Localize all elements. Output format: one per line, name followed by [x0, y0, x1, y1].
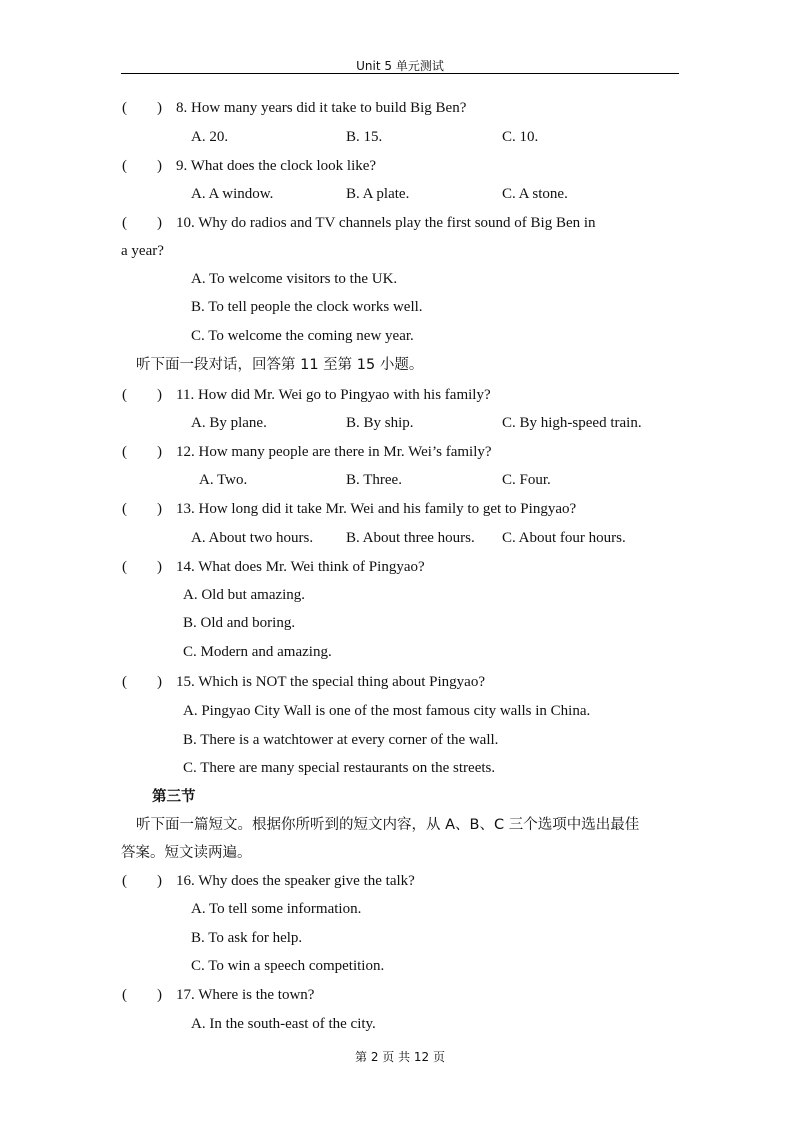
header-rule [121, 73, 679, 74]
section-3-instruction-line1: 听下面一篇短文。根据你所听到的短文内容，从 A、B、C 三个选项中选出最佳 [136, 817, 640, 833]
question-10-stem: 10. Why do radios and TV channels play the first sound of Big Ben in [176, 215, 596, 231]
option-b[interactable]: B. To ask for help. [191, 930, 303, 946]
question-14-stem: 14. What does Mr. Wei think of Pingyao? [176, 559, 425, 575]
option-a[interactable]: A. Pingyao City Wall is one of the most famous city walls in China. [183, 703, 591, 719]
answer-blank[interactable]: ( ) [122, 444, 162, 460]
option-b[interactable]: B. About three hours. [346, 530, 475, 546]
option-a[interactable]: A. To tell some information. [191, 901, 362, 917]
page-footer: 第 2 页 共 12 页 [355, 1050, 445, 1064]
option-a[interactable]: A. Old but amazing. [183, 587, 306, 603]
option-b[interactable]: B. There is a watchtower at every corner of the wall. [183, 732, 499, 748]
question-17-stem: 17. Where is the town? [176, 987, 315, 1003]
part-2-instruction: 听下面一段对话，回答第 11 至第 15 小题。 [136, 357, 424, 373]
question-15-stem: 15. Which is NOT the special thing about Pingyao? [176, 674, 485, 690]
answer-blank[interactable]: ( ) [122, 559, 162, 575]
option-a[interactable]: A. In the south-east of the city. [191, 1016, 376, 1032]
answer-blank[interactable]: ( ) [122, 158, 162, 174]
question-12-stem: 12. How many people are there in Mr. Wei’s family? [176, 444, 492, 460]
option-b[interactable]: B. To tell people the clock works well. [191, 299, 423, 315]
option-c[interactable]: C. To win a speech competition. [191, 958, 385, 974]
option-a[interactable]: A. About two hours. [191, 530, 314, 546]
option-b[interactable]: B. 15. [346, 129, 383, 145]
answer-blank[interactable]: ( ) [122, 873, 162, 889]
option-a[interactable]: A. A window. [191, 186, 274, 202]
question-10-stem-cont: a year? [121, 243, 164, 259]
option-c[interactable]: C. Modern and amazing. [183, 644, 332, 660]
option-c[interactable]: C. There are many special restaurants on the streets. [183, 760, 496, 776]
question-8-stem: 8. How many years did it take to build Big Ben? [176, 100, 467, 116]
option-b[interactable]: B. A plate. [346, 186, 410, 202]
option-c[interactable]: C. To welcome the coming new year. [191, 328, 414, 344]
answer-blank[interactable]: ( ) [122, 100, 162, 116]
answer-blank[interactable]: ( ) [122, 501, 162, 517]
answer-blank[interactable]: ( ) [122, 987, 162, 1003]
option-a[interactable]: A. To welcome visitors to the UK. [191, 271, 398, 287]
question-13-stem: 13. How long did it take Mr. Wei and his family to get to Pingyao? [176, 501, 577, 517]
option-a[interactable]: A. By plane. [191, 415, 267, 431]
option-b[interactable]: B. By ship. [346, 415, 414, 431]
option-c[interactable]: C. About four hours. [502, 530, 626, 546]
option-c[interactable]: C. By high-speed train. [502, 415, 642, 431]
option-c[interactable]: C. Four. [502, 472, 551, 488]
option-a[interactable]: A. Two. [199, 472, 248, 488]
option-c[interactable]: C. 10. [502, 129, 539, 145]
option-c[interactable]: C. A stone. [502, 186, 568, 202]
answer-blank[interactable]: ( ) [122, 387, 162, 403]
option-b[interactable]: B. Old and boring. [183, 615, 296, 631]
question-16-stem: 16. Why does the speaker give the talk? [176, 873, 415, 889]
section-3-instruction-line2: 答案。短文读两遍。 [121, 845, 252, 861]
section-3-title: 第三节 [152, 789, 196, 805]
option-a[interactable]: A. 20. [191, 129, 229, 145]
option-b[interactable]: B. Three. [346, 472, 402, 488]
question-11-stem: 11. How did Mr. Wei go to Pingyao with his family? [176, 387, 491, 403]
question-9-stem: 9. What does the clock look like? [176, 158, 377, 174]
answer-blank[interactable]: ( ) [122, 674, 162, 690]
page-header-title: Unit 5 单元测试 [356, 59, 444, 73]
answer-blank[interactable]: ( ) [122, 215, 162, 231]
